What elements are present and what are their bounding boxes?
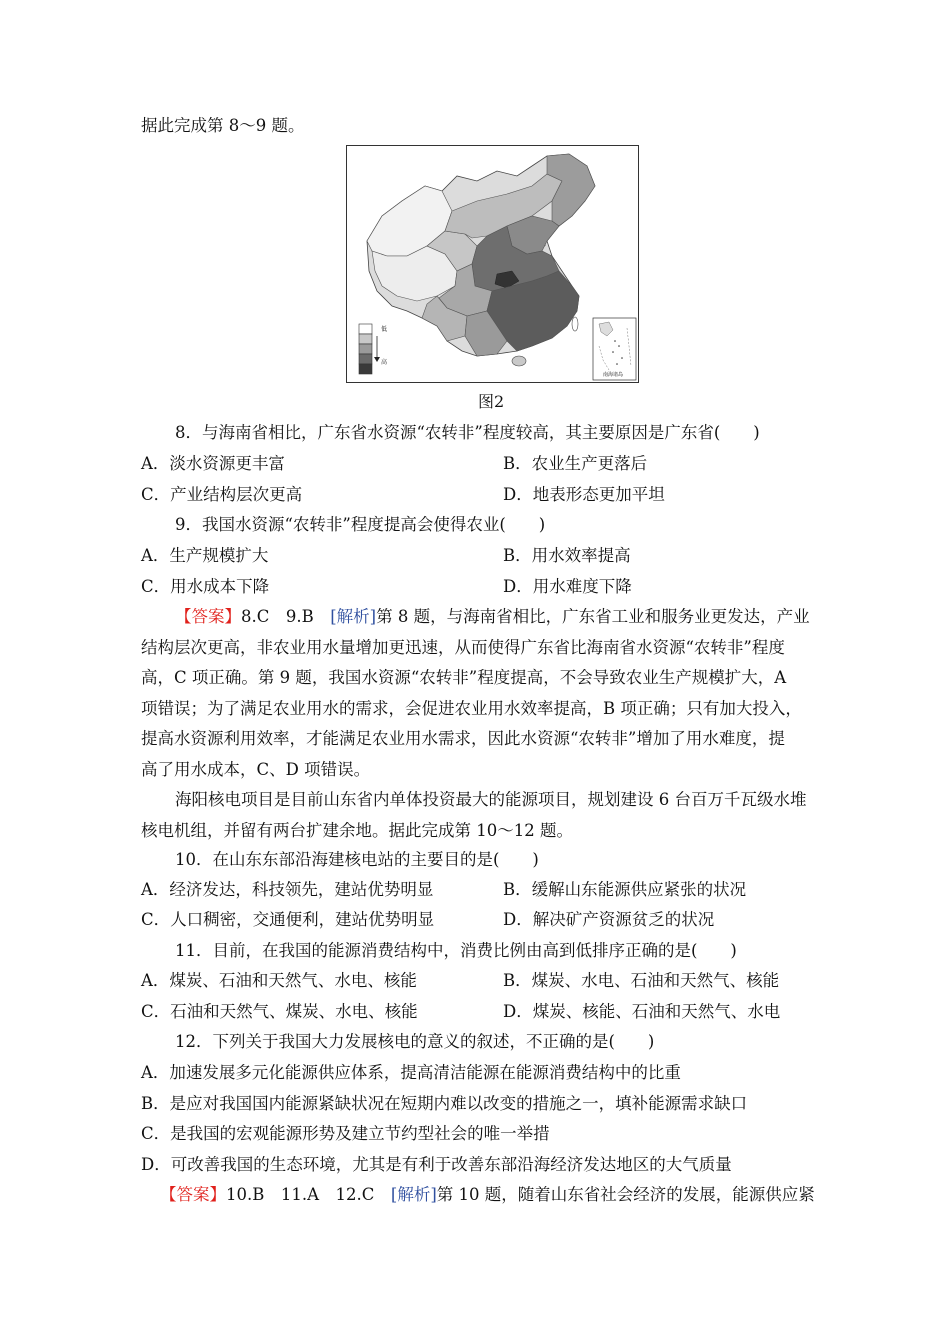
answer-block-1-line-2: 结构层次更高，非农业用水量增加更迅速，从而使得广东省比海南省水资源“农转非”程度 bbox=[141, 638, 785, 657]
answer-block-2-line-1 bbox=[160, 1183, 815, 1207]
passage-line-2: 核电机组，并留有两台扩建余地。据此完成第 10～12 题。 bbox=[141, 821, 573, 840]
q9-option-a: A．生产规模扩大 bbox=[141, 546, 269, 565]
map-legend bbox=[359, 324, 380, 374]
south-china-sea-inset bbox=[593, 318, 636, 380]
q11-stem: 11．目前，在我国的能源消费结构中，消费比例由高到低排序正确的是( ) bbox=[175, 941, 737, 960]
answer-block-1-line-5: 提高水资源利用效率，才能满足农业用水需求，因此水资源“农转非”增加了用水难度，提 bbox=[141, 729, 785, 748]
q10-option-d: D．解决矿产资源贫乏的状况 bbox=[503, 910, 715, 929]
legend-high-label: 高 bbox=[381, 359, 388, 366]
q9-option-c: C．用水成本下降 bbox=[141, 577, 270, 596]
legend-low-label: 低 bbox=[381, 326, 388, 333]
passage-line-1: 海阳核电项目是目前山东省内单体投资最大的能源项目，规划建设 6 台百万千瓦级水堆 bbox=[175, 790, 807, 809]
answer-tag: 【答案】 bbox=[175, 607, 241, 626]
q9-option-b: B．用水效率提高 bbox=[503, 546, 631, 565]
q12-option-a: A．加速发展多元化能源供应体系，提高清洁能源在能源消费结构中的比重 bbox=[141, 1063, 681, 1082]
answer-values: 8.C 9.B bbox=[241, 607, 331, 626]
q11-option-c: C．石油和天然气、煤炭、水电、核能 bbox=[141, 1002, 418, 1021]
analysis-tag: [解析] bbox=[330, 607, 377, 626]
q10-option-a: A．经济发达，科技领先，建站优势明显 bbox=[141, 880, 434, 899]
q8-option-d: D．地表形态更加平坦 bbox=[503, 485, 665, 504]
analysis-text-2: 第 10 题，随着山东省社会经济的发展，能源供应紧 bbox=[436, 1185, 815, 1204]
q12-option-b: B．是应对我国国内能源紧缺状况在短期内难以改变的措施之一，填补能源需求缺口 bbox=[141, 1094, 748, 1113]
q8-option-a: A．淡水资源更丰富 bbox=[141, 454, 285, 473]
q10-option-b: B．缓解山东能源供应紧张的状况 bbox=[503, 880, 747, 899]
q12-stem: 12．下列关于我国大力发展核电的意义的叙述，不正确的是( ) bbox=[175, 1032, 655, 1051]
inset-label: 南海诸岛 bbox=[603, 372, 624, 378]
q12-option-c: C．是我国的宏观能源形势及建立节约型社会的唯一举措 bbox=[141, 1124, 550, 1143]
answer-block-1-line-4: 项错误；为了满足农业用水的需求，会促进农业用水效率提高，B 项正确；只有加大投入， bbox=[141, 699, 802, 718]
intro-text: 据此完成第 8～9 题。 bbox=[141, 116, 305, 135]
analysis-tag-2: [解析] bbox=[390, 1185, 437, 1204]
answer-block-1-line-3: 高，C 项正确。第 9 题，我国水资源“农转非”程度提高，不会导致农业生产规模扩大，A bbox=[141, 668, 787, 687]
china-map-figure bbox=[346, 145, 639, 383]
answer-block-1-line-6: 高了用水成本，C、D 项错误。 bbox=[141, 760, 371, 779]
q11-option-b: B．煤炭、水电、石油和天然气、核能 bbox=[503, 971, 780, 990]
q8-option-c: C．产业结构层次更高 bbox=[141, 485, 303, 504]
q10-option-c: C．人口稠密，交通便利，建站优势明显 bbox=[141, 910, 435, 929]
answer-values-2: 10.B 11.A 12.C bbox=[226, 1185, 391, 1204]
q9-stem: 9．我国水资源“农转非”程度提高会使得农业( ) bbox=[175, 515, 546, 534]
q9-option-d: D．用水难度下降 bbox=[503, 577, 632, 596]
china-map-graphic bbox=[347, 146, 638, 382]
answer-tag-2: 【答案】 bbox=[160, 1185, 226, 1204]
q11-option-a: A．煤炭、石油和天然气、水电、核能 bbox=[141, 971, 417, 990]
q11-option-d: D．煤炭、核能、石油和天然气、水电 bbox=[503, 1002, 781, 1021]
q10-stem: 10．在山东东部沿海建核电站的主要目的是( ) bbox=[175, 850, 539, 869]
q12-option-d: D．可改善我国的生态环境，尤其是有利于改善东部沿海经济发达地区的大气质量 bbox=[141, 1155, 732, 1174]
q8-option-b: B．农业生产更落后 bbox=[503, 454, 648, 473]
analysis-text: 第 8 题，与海南省相比，广东省工业和服务业更发达，产业 bbox=[376, 607, 810, 626]
answer-block-1-line-1 bbox=[175, 605, 810, 629]
figure-caption: 图2 bbox=[478, 392, 505, 411]
q8-stem: 8．与海南省相比，广东省水资源“农转非”程度较高，其主要原因是广东省( ) bbox=[175, 423, 760, 442]
